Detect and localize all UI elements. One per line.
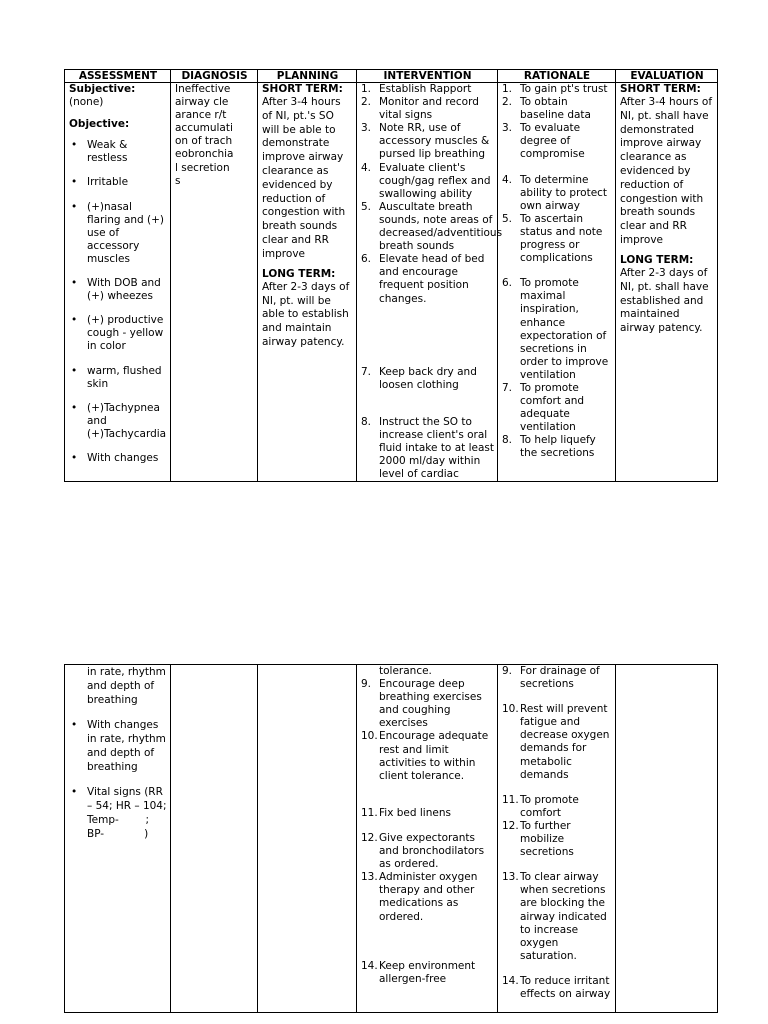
list-item: 2. To obtain baseline data: [502, 96, 591, 122]
header-rationale: RATIONALE: [498, 70, 616, 83]
list-item: 4. Evaluate client's cough/gag reflex and swallowing ability: [361, 161, 491, 200]
body-row: [65, 665, 718, 1013]
list-item: 3. Note RR, use of accessory muscles & pursed lip breathing: [361, 122, 490, 161]
evaluation-short-text: After 3-4 hours of NI, pt. shall have demonstrated improve airway clearance as evidenced by reduction of congestion with breath sounds clear and RR improve: [620, 96, 713, 247]
list-item: 1. To gain pt's trust: [502, 83, 608, 95]
header-intervention: INTERVENTION: [357, 70, 498, 83]
list-item: • With DOB and (+) wheezes: [71, 277, 161, 303]
subjective-value: (none): [69, 96, 104, 109]
list-item: 13. To clear airway when secretions are blocking the airway indicated to increase oxygen saturation.: [502, 871, 607, 962]
list-item: 10. Encourage adequate rest and limit activities to within client tolerance.: [361, 730, 489, 782]
diagnosis-cell-empty: [171, 665, 258, 1013]
care-plan-table-part-1: [64, 69, 717, 482]
list-item: 7. To promote comfort and adequate ventilation: [502, 381, 585, 434]
diagnosis-cell: [171, 83, 258, 482]
evaluation-short-label: SHORT TERM:: [620, 83, 701, 95]
list-item: 6. To promote maximal inspiration, enhance expectoration of secretions in order to improve ventilation: [502, 277, 609, 381]
objective-list-continued: [69, 718, 170, 841]
rationale-cell: [498, 665, 616, 1013]
header-evaluation: EVALUATION: [616, 70, 718, 83]
body-row: [65, 83, 718, 482]
list-item: • (+)Tachypnea and (+)Tachycardia: [71, 401, 167, 440]
list-item: 6. Elevate head of bed and encourage frequent position changes.: [361, 253, 485, 305]
care-plan-table-continued: [64, 664, 718, 1013]
planning-cell: [258, 83, 357, 482]
planning-long-text: After 2-3 days of NI, pt. will be able to establish and maintain airway patency.: [262, 280, 350, 348]
evaluation-cell-empty: [616, 665, 718, 1013]
objective-list: [69, 139, 167, 465]
list-item: 3. To evaluate degree of compromise: [502, 122, 585, 161]
evaluation-cell: [616, 83, 718, 482]
planning-long-label: LONG TERM:: [262, 267, 336, 280]
list-item: 11. To promote comfort: [502, 793, 579, 819]
planning-short-label: SHORT TERM:: [262, 83, 343, 95]
list-item: • Vital signs (RR – 54; HR – 104; Temp- ; BP- ): [71, 786, 170, 840]
list-item: 12. To further mobilize secretions: [502, 819, 574, 859]
list-item: 7. Keep back dry and loosen clothing: [361, 365, 477, 391]
list-item: 13. Administer oxygen therapy and other medications as ordered.: [361, 871, 478, 923]
list-item: 4. To determine ability to protect own airway: [502, 173, 608, 212]
care-plan-table-part-2: [64, 664, 717, 1013]
evaluation-long-label: LONG TERM:: [620, 253, 694, 266]
list-item: 14. To reduce irritant effects on airway: [502, 974, 611, 1000]
header-assessment: ASSESSMENT: [65, 70, 171, 83]
list-item: 8. To help liquefy the secretions: [502, 434, 596, 460]
assessment-cell: [65, 83, 171, 482]
diagnosis-text: Ineffective airway clearance r/t accumulation of tracheobronchial secretions: [175, 83, 234, 187]
planning-cell-empty: [258, 665, 357, 1013]
assessment-cell: [65, 665, 171, 1013]
list-item: • (+)nasal flaring and (+) use of accessory muscles: [71, 200, 165, 265]
list-item: • warm, flushed skin: [71, 364, 162, 390]
intervention-list: [361, 83, 503, 481]
header-row: [65, 70, 718, 83]
intervention-cell: [357, 83, 503, 482]
rationale-list-continued: [502, 665, 612, 1001]
list-item: • Weak & restless: [71, 139, 128, 165]
list-item: 14. Keep environment allergen-free: [361, 959, 476, 985]
list-item: 9. For drainage of secretions: [502, 665, 600, 691]
assessment-continued-text: in rate, rhythm and depth of breathing: [87, 666, 166, 706]
subjective-label: Subjective:: [69, 83, 136, 95]
list-item: 2. Monitor and record vital signs: [361, 96, 479, 122]
header-planning: PLANNING: [258, 70, 357, 83]
list-item: 11. Fix bed linens: [361, 806, 451, 819]
list-item: 9. Encourage deep breathing exercises and coughing exercises: [361, 678, 482, 730]
list-item: 10. Rest will prevent fatigue and decrease oxygen demands for metabolic demands: [502, 703, 610, 781]
rationale-cell: [498, 83, 616, 482]
planning-short-text: After 3-4 hours of NI, pt.'s SO will be able to demonstrate improve airway clearance as evidenced by reduction of congestion with breath sounds clear and RR improve: [262, 96, 346, 260]
list-item: • With changes in rate, rhythm and depth of breathing: [71, 719, 166, 773]
evaluation-long-text: After 2-3 days of NI, pt. shall have established and maintained airway patency.: [620, 266, 709, 335]
list-item: • With changes: [71, 451, 159, 464]
rationale-list: [502, 83, 612, 461]
intervention-list-continued: [361, 678, 494, 986]
header-diagnosis: DIAGNOSIS: [171, 70, 258, 83]
list-item: 5. To ascertain status and note progress or complications: [502, 212, 603, 265]
list-item: 5. Auscultate breath sounds, note areas of decreased/adventitious breath sounds: [361, 200, 503, 253]
list-item: 1. Establish Rapport: [361, 83, 472, 95]
list-item: 8. Instruct the SO to increase client's oral fluid intake to at least 2000 ml/day within level of cardiac: [361, 415, 494, 481]
list-item: • Irritable: [71, 176, 129, 189]
list-item: • (+) productive cough - yellow in color: [71, 314, 164, 353]
objective-label: Objective:: [69, 118, 130, 131]
care-plan-table: [64, 69, 718, 482]
intervention-cell: [357, 665, 498, 1013]
list-item: 12. Give expectorants and bronchodilators as ordered.: [361, 831, 485, 871]
intervention-continued-text: tolerance.: [379, 665, 432, 677]
